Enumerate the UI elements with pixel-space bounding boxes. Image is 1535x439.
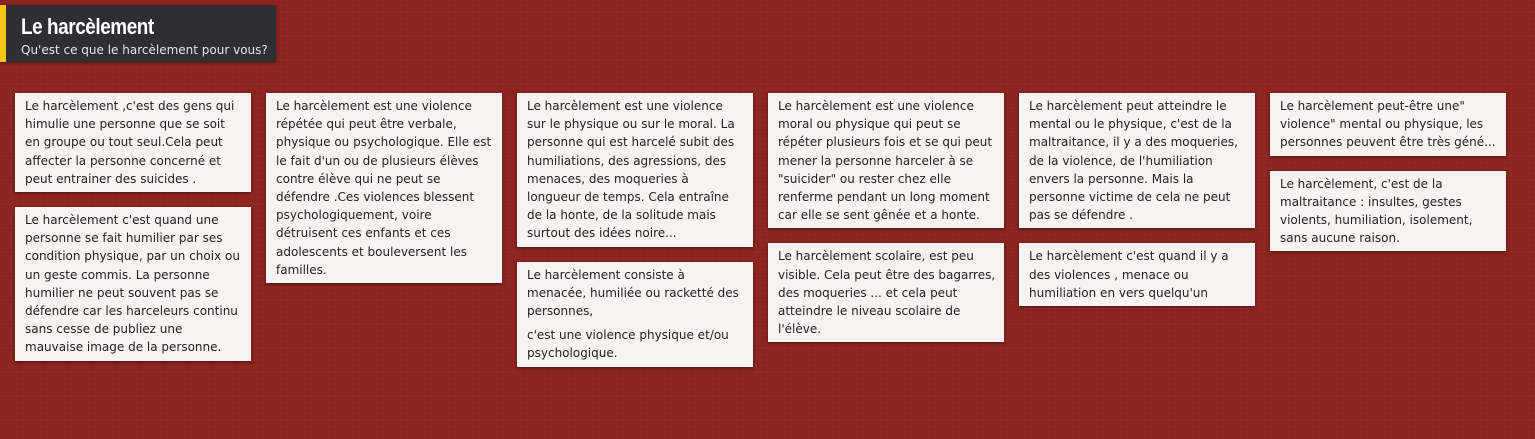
board-header <box>0 5 276 62</box>
post-note[interactable] <box>517 93 753 247</box>
post-note-text: Le harcèlement c'est quand une personne se fait humilier par ses condition physique, par un choix ou un geste commis. La personne humilier ne peut souvent pas se défendre car les harceleurs continu sans cesse de publiez une mauvaise image de la personne. <box>25 213 240 355</box>
column-3 <box>517 93 753 382</box>
post-note[interactable] <box>768 93 1004 228</box>
post-note[interactable] <box>1019 93 1255 228</box>
post-note-text-paragraph-2: c'est une violence physique et/ou psychologique. <box>527 328 729 361</box>
post-note[interactable] <box>266 93 502 283</box>
post-note-text: Le harcèlement est une violence sur le physique ou sur le moral. La personne qui est harcelé subit des humiliations, des agressions, des menaces, des moqueries à longueur de temps. Cela entraîne de la honte, de la solitude mais surtout des idées noire... <box>527 99 735 241</box>
post-note-text: Le harcèlement, c'est de la maltraitance : insultes, gestes violents, humiliation, isolement, sans aucune raison. <box>1280 176 1473 246</box>
column-2 <box>266 93 502 298</box>
post-note[interactable] <box>15 207 251 361</box>
post-note[interactable] <box>15 93 251 192</box>
post-note-text: Le harcèlement peut atteindre le mental ou le physique, c'est de la maltraitance, il y a des moqueries, de la violence, de l'humiliation envers la personne. Mais la personne victime de cela ne peut pas se défendre . <box>1029 99 1238 223</box>
post-note[interactable] <box>1270 93 1506 156</box>
column-4 <box>768 93 1004 357</box>
post-note-text: Le harcèlement est une violence moral ou physique qui peut se répéter plusieurs fois et se qui peut mener la personne harceler à se "suicider" ou rester chez elle renferme pendant un long moment car elle se sent gênée et a honte. <box>778 99 993 223</box>
post-note-text: Le harcèlement consiste à menacée, humiliée ou racketté des personnes, <box>527 267 739 319</box>
post-note-text: Le harcèlement peut-être une" violence" mental ou physique, les personnes peuvent être très géné... <box>1280 99 1496 150</box>
post-note-text: Le harcèlement scolaire, est peu visible. Cela peut être des bagarres, des moqueries ... et cela peut atteindre le niveau scolaire de l'élève. <box>778 249 996 337</box>
post-note-text: Le harcèlement ,c'est des gens qui himulie une personne que se soit en groupe ou tout seul.Cela peut affecter la personne concerné et peut entrainer des suicides . <box>25 99 235 186</box>
board-subtitle: Qu'est ce que le harcèlement pour vous? <box>21 43 268 57</box>
post-note[interactable] <box>1019 243 1255 306</box>
header-accent-bar <box>0 5 6 62</box>
post-note-text: Le harcèlement c'est quand il y a des violences , menace ou humiliation en vers quelqu'un <box>1029 249 1229 300</box>
post-note[interactable] <box>1270 171 1506 252</box>
column-6 <box>1270 93 1506 266</box>
post-note[interactable] <box>517 262 753 367</box>
column-5 <box>1019 93 1255 321</box>
post-note[interactable] <box>768 243 1004 342</box>
column-1 <box>15 93 251 376</box>
board-title: Le harcèlement <box>21 14 154 39</box>
post-note-text: Le harcèlement est une violence répétée qui peut être verbale, physique ou psychologique. Elle est le fait d'un ou de plusieurs élèves contre élève qui ne peut se défendre .Ces violences blessent psychologiquement, voire détruisent ces enfants et ces adolescents et bouleversent les familles. <box>276 99 492 277</box>
